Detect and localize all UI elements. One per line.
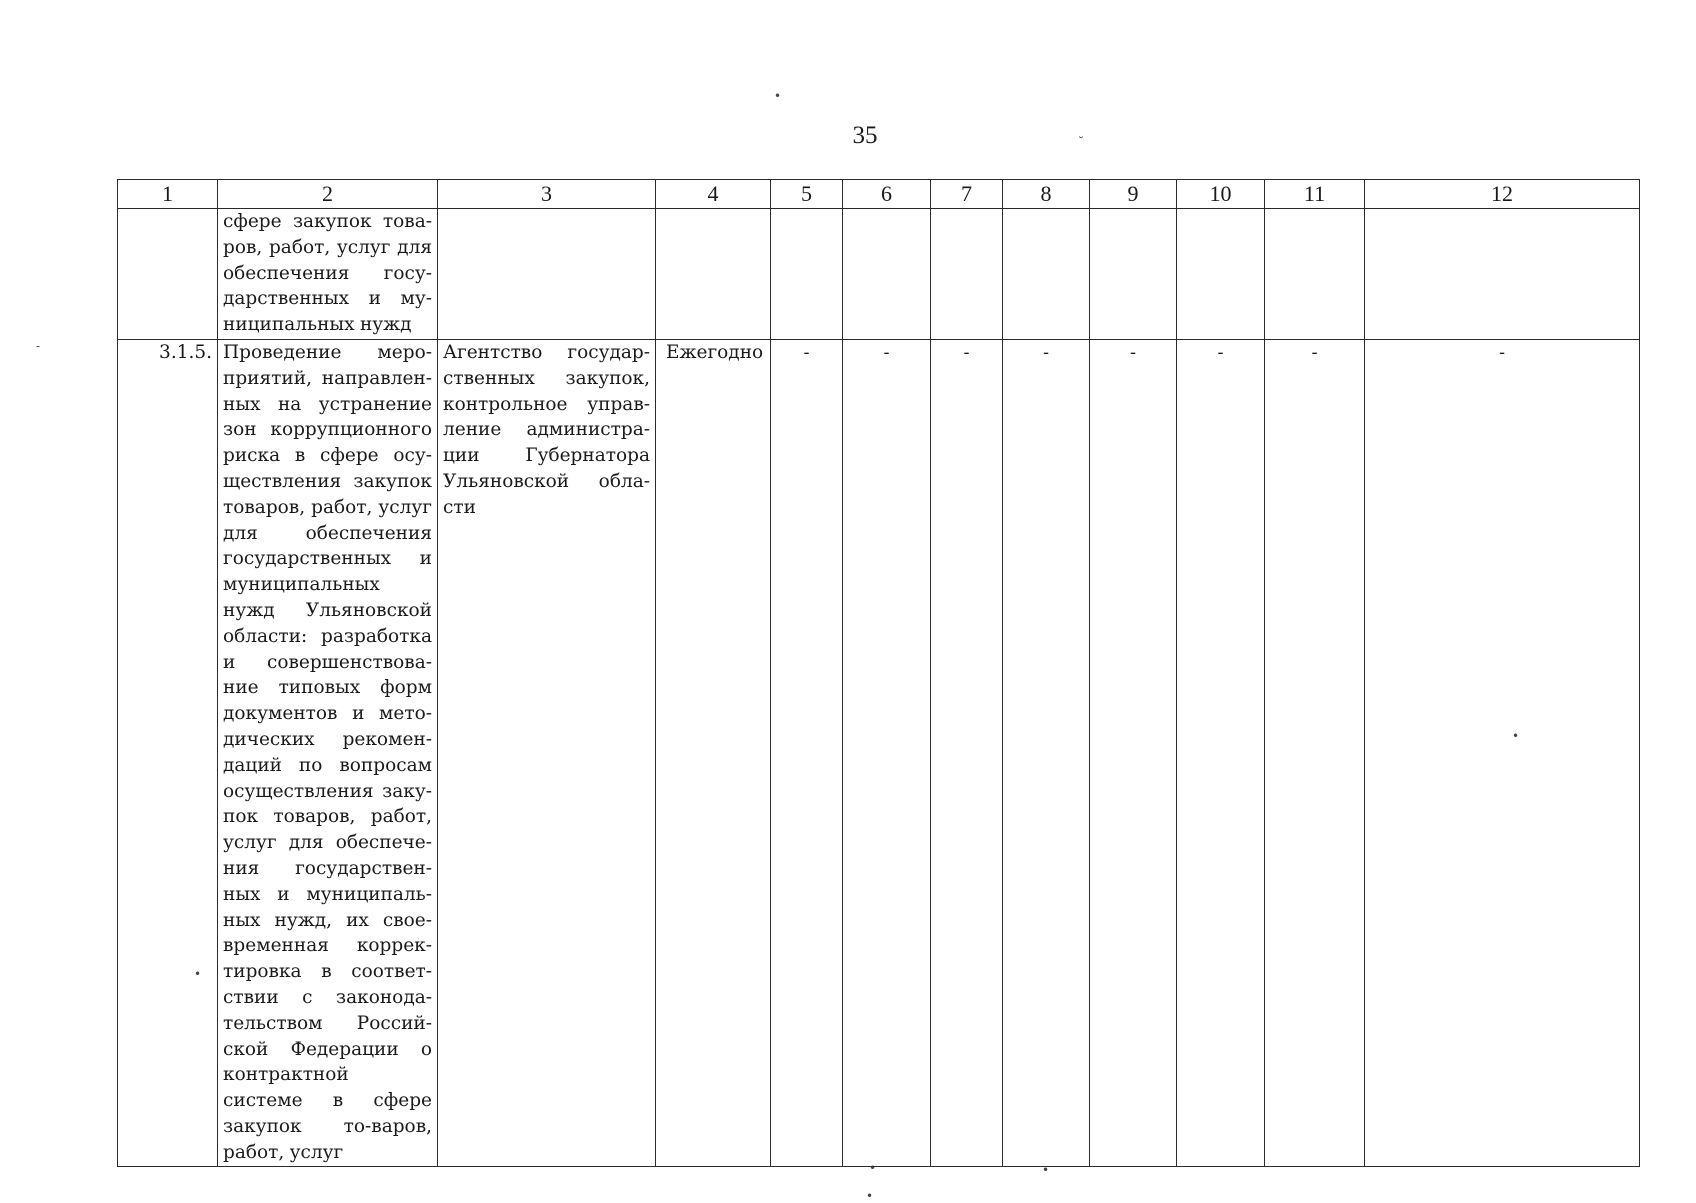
scan-speck: • bbox=[866, 1189, 874, 1203]
header-cell: 11 bbox=[1265, 180, 1365, 209]
cell-empty bbox=[1177, 209, 1265, 340]
scan-speck: • bbox=[869, 1161, 877, 1175]
cell-term bbox=[656, 209, 771, 340]
header-cell: 1 bbox=[118, 180, 218, 209]
header-cell: 4 bbox=[656, 180, 771, 209]
header-cell: 10 bbox=[1177, 180, 1265, 209]
cell-value: - bbox=[1003, 340, 1090, 1167]
cell-value: - bbox=[1090, 340, 1177, 1167]
header-cell: 9 bbox=[1090, 180, 1177, 209]
header-cell: 2 bbox=[218, 180, 438, 209]
scan-speck: • bbox=[1512, 729, 1520, 743]
scan-speck: • bbox=[194, 967, 202, 981]
cell-empty bbox=[771, 209, 843, 340]
cell-value: - bbox=[843, 340, 931, 1167]
cell-value: - bbox=[931, 340, 1003, 1167]
cell-term: Ежегодно bbox=[656, 340, 771, 1167]
cell-empty bbox=[1365, 209, 1640, 340]
cell-empty bbox=[1003, 209, 1090, 340]
measures-table bbox=[117, 179, 1640, 1167]
scan-speck: • bbox=[774, 89, 782, 103]
cell-value: - bbox=[771, 340, 843, 1167]
header-cell: 7 bbox=[931, 180, 1003, 209]
cell-number: 3.1.5. bbox=[118, 340, 218, 1167]
cell-number bbox=[118, 209, 218, 340]
cell-value: - bbox=[1265, 340, 1365, 1167]
header-cell: 3 bbox=[438, 180, 656, 209]
table-row-3-1-5 bbox=[118, 340, 1640, 1167]
page-number: 35 bbox=[852, 122, 878, 149]
cell-empty bbox=[931, 209, 1003, 340]
cell-empty bbox=[1090, 209, 1177, 340]
header-cell: 5 bbox=[771, 180, 843, 209]
scan-speck: ˘ bbox=[1078, 135, 1084, 149]
cell-empty bbox=[843, 209, 931, 340]
table-header-row bbox=[118, 180, 1640, 209]
scan-speck: - bbox=[36, 339, 41, 353]
cell-responsible bbox=[438, 209, 656, 340]
cell-description: сфере закупок това-ров, работ, услуг для обеспечения госу-дарственных и му-ниципальных нужд bbox=[218, 209, 438, 340]
cell-empty bbox=[1265, 209, 1365, 340]
scan-speck: • bbox=[1042, 1163, 1050, 1177]
table-row-continuation bbox=[118, 209, 1640, 340]
cell-responsible: Агентство государ-ственных закупок, контрольное управ-ление администра-ции Губернатора Ульяновской обла-сти bbox=[438, 340, 656, 1167]
cell-description: Проведение меро-приятий, направлен-ных на устранение зон коррупционного риска в сфере осу-ществления закупок товаров, работ, услуг для обеспечения государственных и муниципальных нужд Ульяновской области: разработка и совершенствова-ние типовых форм документов и мето-дических рекомен-даций по вопросам осуществления заку-пок товаров, работ, услуг для обеспече-ния государствен-ных и муниципаль-ных нужд, их свое-временная коррек-тировка в соответ-ствии с законода-тельством Россий-ской Федерации о контрактной системе в сфере закупок то-варов, работ, услуг bbox=[218, 340, 438, 1167]
header-cell: 6 bbox=[843, 180, 931, 209]
cell-value: - bbox=[1177, 340, 1265, 1167]
header-cell: 12 bbox=[1365, 180, 1640, 209]
cell-value: - bbox=[1365, 340, 1640, 1167]
header-cell: 8 bbox=[1003, 180, 1090, 209]
